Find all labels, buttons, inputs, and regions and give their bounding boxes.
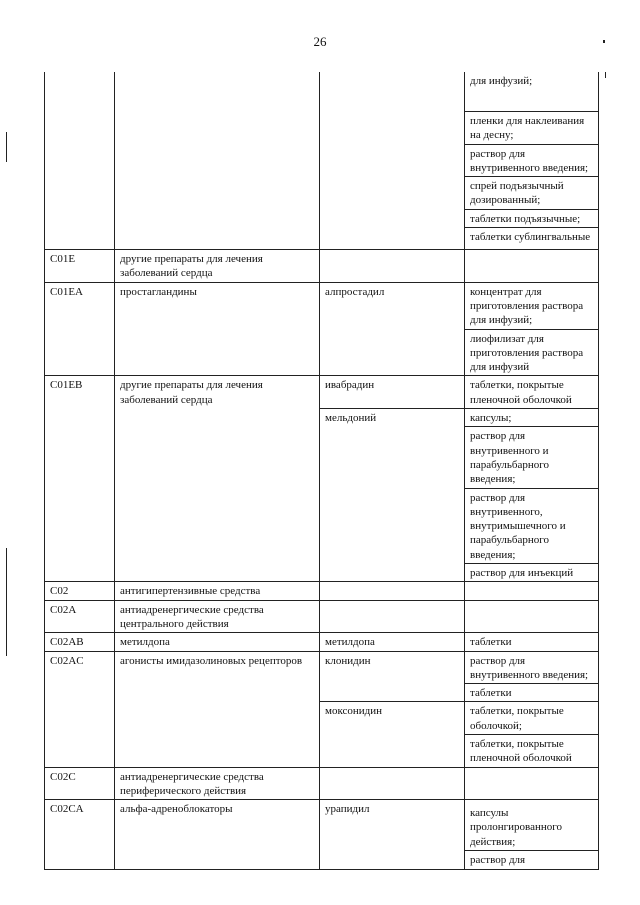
form-cell: таблетки xyxy=(465,633,599,651)
code-cell xyxy=(45,72,115,250)
form-cell: для инфузий; xyxy=(465,72,599,112)
substance-cell: алпростадил xyxy=(320,282,465,376)
group-cell: альфа-адреноблокаторы xyxy=(115,800,320,870)
form-cell: раствор для внутривенного введения; xyxy=(465,144,599,177)
form-cell: таблетки, покрытые оболочкой; xyxy=(465,702,599,735)
code-cell: C02AB xyxy=(45,633,115,651)
substance-cell xyxy=(320,600,465,633)
table-row xyxy=(45,582,599,600)
substance-cell: ивабрадин xyxy=(320,376,465,409)
form-cell xyxy=(465,250,599,283)
form-cell: таблетки, покрытые пленочной оболочкой xyxy=(465,376,599,409)
form-cell: лиофилизат для приготовления раствора для инфузий xyxy=(465,329,599,376)
code-cell: C02AC xyxy=(45,651,115,767)
form-cell: таблетки, покрытые пленочной оболочкой xyxy=(465,734,599,767)
code-cell: C02C xyxy=(45,767,115,800)
substance-cell: мельдоний xyxy=(320,409,465,582)
code-cell: C02CA xyxy=(45,800,115,870)
form-cell: раствор для инъекций xyxy=(465,564,599,582)
form-cell: капсулы; xyxy=(465,409,599,427)
form-cell: таблетки xyxy=(465,684,599,702)
form-cell: раствор для внутривенного и парабульбарного введения; xyxy=(465,427,599,488)
group-cell: простагландины xyxy=(115,282,320,376)
code-cell: C02A xyxy=(45,600,115,633)
substance-cell xyxy=(320,72,465,250)
scan-mark-left-lower xyxy=(6,548,7,656)
substance-cell xyxy=(320,582,465,600)
substance-cell: урапидил xyxy=(320,800,465,870)
group-cell: другие препараты для лечения заболеваний сердца xyxy=(115,376,320,582)
code-cell: C01EA xyxy=(45,282,115,376)
table-row xyxy=(45,600,599,633)
form-cell: таблетки сублингвальные xyxy=(465,228,599,250)
drug-classification-table xyxy=(44,72,599,870)
group-cell xyxy=(115,72,320,250)
form-cell: таблетки подъязычные; xyxy=(465,209,599,227)
table-row xyxy=(45,282,599,329)
code-cell: C01EB xyxy=(45,376,115,582)
form-cell: раствор для xyxy=(465,851,599,870)
form-cell xyxy=(465,600,599,633)
substance-cell: клонидин xyxy=(320,651,465,702)
form-cell: раствор для внутривенного, внутримышечного и парабульбарного введения; xyxy=(465,488,599,563)
scan-mark-right-edge xyxy=(605,72,606,78)
code-cell: C02 xyxy=(45,582,115,600)
substance-cell: метилдопа xyxy=(320,633,465,651)
form-cell: пленки для наклеивания на десну; xyxy=(465,112,599,145)
group-cell: метилдопа xyxy=(115,633,320,651)
table-row xyxy=(45,72,599,112)
table-row xyxy=(45,250,599,283)
table-row xyxy=(45,651,599,684)
group-cell: другие препараты для лечения заболеваний сердца xyxy=(115,250,320,283)
form-cell xyxy=(465,582,599,600)
table-row xyxy=(45,376,599,409)
table-row xyxy=(45,800,599,851)
form-cell: раствор для внутривенного введения; xyxy=(465,651,599,684)
scan-mark-top-right xyxy=(603,40,605,43)
form-cell xyxy=(465,767,599,800)
group-cell: антиадренергические средства центрального действия xyxy=(115,600,320,633)
substance-cell: моксонидин xyxy=(320,702,465,767)
form-cell: спрей подъязычный дозированный; xyxy=(465,177,599,210)
table-row xyxy=(45,767,599,800)
form-cell: концентрат для приготовления раствора для инфузий; xyxy=(465,282,599,329)
group-cell: антигипертензивные средства xyxy=(115,582,320,600)
group-cell: агонисты имидазолиновых рецепторов xyxy=(115,651,320,767)
group-cell: антиадренергические средства периферического действия xyxy=(115,767,320,800)
code-cell: C01E xyxy=(45,250,115,283)
scan-mark-left-upper xyxy=(6,132,7,162)
substance-cell xyxy=(320,250,465,283)
table-row xyxy=(45,633,599,651)
form-cell: капсулы пролонгированного действия; xyxy=(465,800,599,851)
page-number: 26 xyxy=(313,34,327,49)
substance-cell xyxy=(320,767,465,800)
